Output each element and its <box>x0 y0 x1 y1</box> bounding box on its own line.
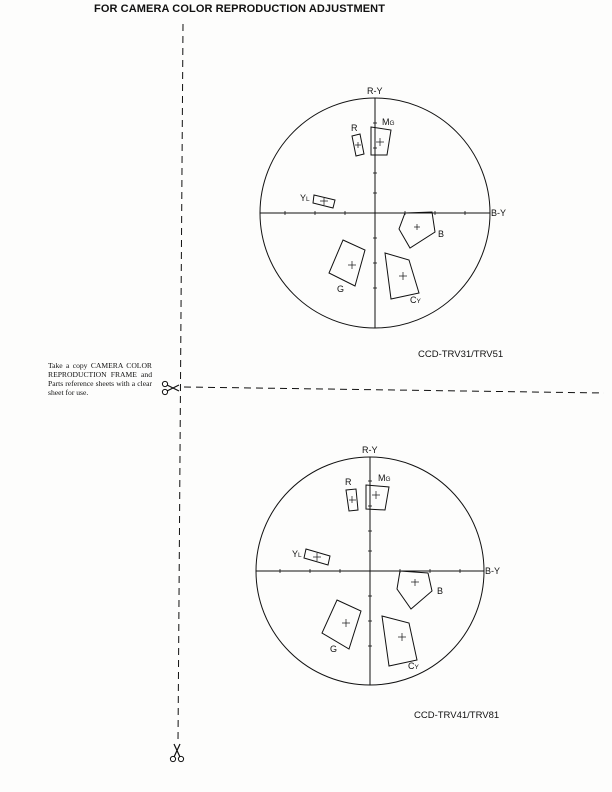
vertical-cut-line <box>178 24 183 742</box>
r-y-axis-label: R-Y <box>367 86 383 96</box>
yl-label: YL <box>300 193 310 203</box>
model-label-top: CCD-TRV31/TRV51 <box>418 349 504 360</box>
cy-label: CY <box>408 661 419 671</box>
g-label: G <box>337 284 345 294</box>
cy-frame <box>382 616 417 666</box>
r-label: R <box>351 123 358 133</box>
g-frame <box>322 600 361 649</box>
b-label: B <box>437 586 444 596</box>
horizontal-cut-line <box>184 387 604 393</box>
g-frame <box>329 240 365 286</box>
b-y-axis-label: B-Y <box>485 566 501 576</box>
mg-label: MG <box>378 473 391 483</box>
color-wheel-top <box>260 86 506 328</box>
r-label: R <box>345 477 352 487</box>
scissors-icon <box>170 744 183 762</box>
model-label-bottom: CCD-TRV41/TRV81 <box>414 710 500 721</box>
yl-label: YL <box>292 549 302 559</box>
mg-label: MG <box>382 117 395 127</box>
scissors-icon <box>162 381 179 394</box>
color-wheel-bottom <box>256 445 500 685</box>
b-label: B <box>438 229 445 239</box>
r-y-axis-label: R-Y <box>362 445 378 455</box>
b-frame <box>397 571 432 609</box>
mg-frame <box>371 127 391 155</box>
b-y-axis-label: B-Y <box>491 208 507 218</box>
g-label: G <box>330 644 338 654</box>
copy-instruction-note: Take a copy CAMERA COLOR REPRODUCTION FRAME and Parts reference sheets with a clear sheet for use. <box>48 361 152 397</box>
cy-label: CY <box>410 295 421 305</box>
page-title: FOR CAMERA COLOR REPRODUCTION ADJUSTMENT <box>94 3 386 15</box>
